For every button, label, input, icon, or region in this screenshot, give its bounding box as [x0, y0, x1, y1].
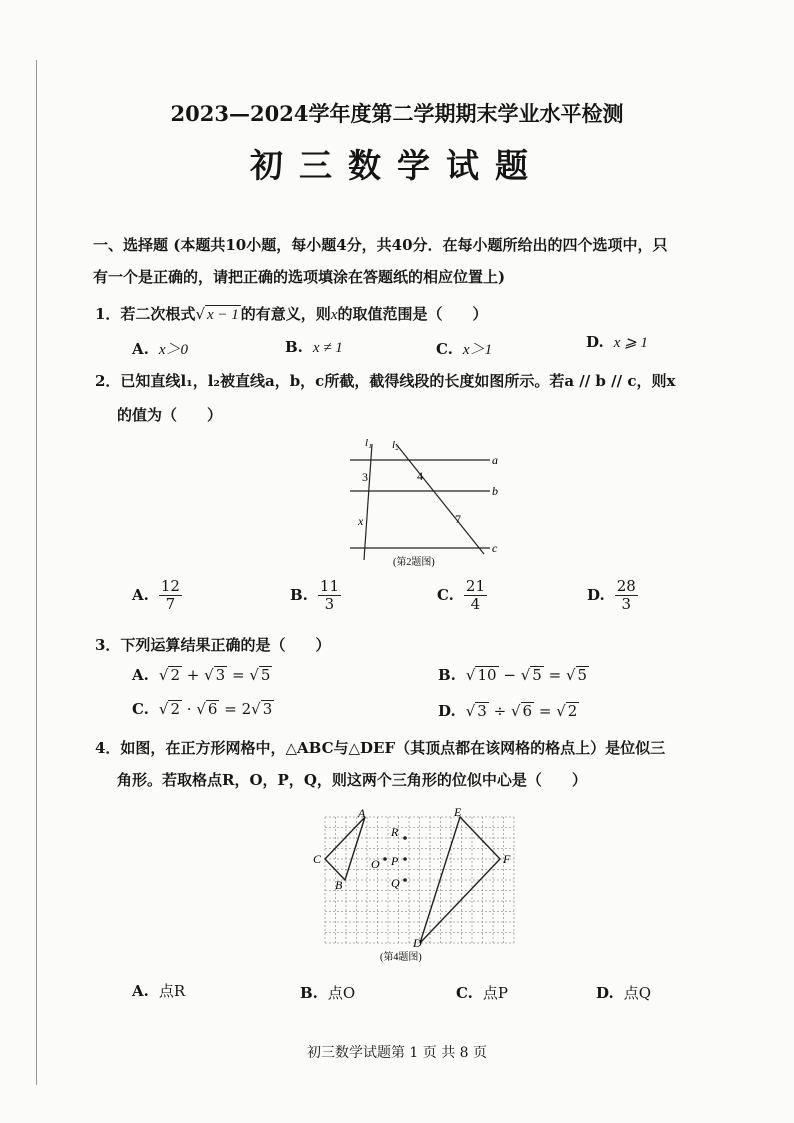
subject-title: 初三数学试题: [250, 146, 544, 185]
line-l1: [364, 444, 372, 560]
label-b: b: [492, 484, 498, 498]
point-q: [403, 878, 407, 882]
section-heading-line2: 有一个是正确的，请把正确的选项填涂在答题纸的相应位置上): [93, 268, 506, 286]
label-F: F: [503, 852, 511, 866]
label-a: a: [492, 453, 498, 467]
q4-option-c[interactable]: C. 点P: [456, 984, 508, 1002]
q4-figure: [305, 805, 520, 965]
label-Q: Q: [391, 876, 400, 890]
q2-option-d[interactable]: D. $\frac{28}{3}$: [587, 577, 636, 613]
label-c: c: [492, 541, 498, 555]
q2-figure-caption: (第2题图): [393, 557, 435, 568]
page-footer: 初三数学试题第 1 页 共 8 页: [306, 1045, 488, 1061]
point-r: [403, 836, 407, 840]
q3-option-c[interactable]: C. √ 2 · √ 6 = 2√ 3: [132, 700, 273, 718]
q4-stem-line2: 角形。若取格点R，O，P，Q，则这两个三角形的位似中心是（ ）: [117, 771, 587, 789]
label-l2: l₂: [392, 439, 399, 451]
q2-stem-line2: 的值为（ ）: [117, 406, 223, 424]
q1-var: x: [330, 307, 338, 323]
q2-stem-line1: 2．已知直线l₁，l₂被直线a，b，c所截，截得线段的长度如图所示。若a // b // c，则x: [95, 372, 676, 390]
label-x: x: [358, 514, 364, 528]
binding-margin-line: [36, 60, 37, 1085]
q1-stem-end: 的取值范围是（ ）: [337, 305, 488, 323]
label-7: 7: [455, 512, 461, 526]
q3-option-b[interactable]: B. √ 10 − √ 5 = √ 5: [438, 666, 588, 684]
q1-radicand: x − 1: [207, 307, 239, 323]
label-E: E: [454, 805, 462, 819]
square-grid: [325, 817, 514, 943]
label-C: C: [313, 852, 322, 866]
q1-stem: [95, 303, 488, 324]
q4-option-d[interactable]: D. 点Q: [596, 984, 652, 1002]
q3-stem: 3．下列运算结果正确的是（ ）: [95, 636, 331, 654]
point-p: [403, 857, 407, 861]
point-o: [383, 857, 387, 861]
q4-stem-line1: 4．如图，在正方形网格中，△ABC与△DEF（其顶点都在该网格的格点上）是位似三: [95, 739, 666, 757]
q4-option-a[interactable]: A. 点R: [132, 982, 186, 1000]
q1-option-a[interactable]: A. x＞0: [132, 340, 189, 358]
q2-option-b[interactable]: B. $\frac{11}{3}$: [290, 577, 339, 613]
label-3: 3: [362, 470, 368, 484]
q4-option-b[interactable]: B. 点O: [300, 984, 356, 1002]
label-B: B: [335, 878, 343, 892]
q1-option-d[interactable]: D. x ⩾ 1: [586, 333, 648, 351]
exam-title: 2023—2024学年度第二学期期末学业水平检测: [170, 101, 624, 126]
radical-sign: √: [195, 305, 206, 323]
label-R: R: [391, 825, 399, 839]
section-heading-line1: 一、选择题 (本题共10小题，每小题4分，共40分．在每小题所给出的四个选项中，只: [93, 236, 668, 254]
q1-stem-pre: 1．若二次根式: [95, 305, 196, 323]
label-D: D: [413, 936, 422, 950]
label-A: A: [358, 806, 366, 820]
label-l1: l₁: [365, 437, 372, 449]
q1-option-b[interactable]: B. x ≠ 1: [285, 338, 343, 356]
q2-option-a[interactable]: A. $\frac{12}{7}$: [132, 577, 180, 613]
label-P: P: [391, 854, 399, 868]
q4-figure-caption: (第4题图): [380, 952, 422, 963]
q3-option-d[interactable]: D. √ 3 ÷ √ 6 = √ 2: [438, 702, 578, 720]
label-4: 4: [417, 469, 423, 483]
q3-option-a[interactable]: A. √ 2 + √ 3 = √ 5: [132, 666, 271, 684]
q1-stem-post: 的有意义，则: [240, 305, 331, 323]
triangle-def: [420, 817, 500, 943]
q2-figure: [340, 436, 510, 571]
label-O: O: [371, 857, 380, 871]
q2-option-c[interactable]: C. $\frac{21}{4}$: [437, 577, 485, 613]
q1-option-c[interactable]: C. x＞1: [436, 340, 493, 358]
